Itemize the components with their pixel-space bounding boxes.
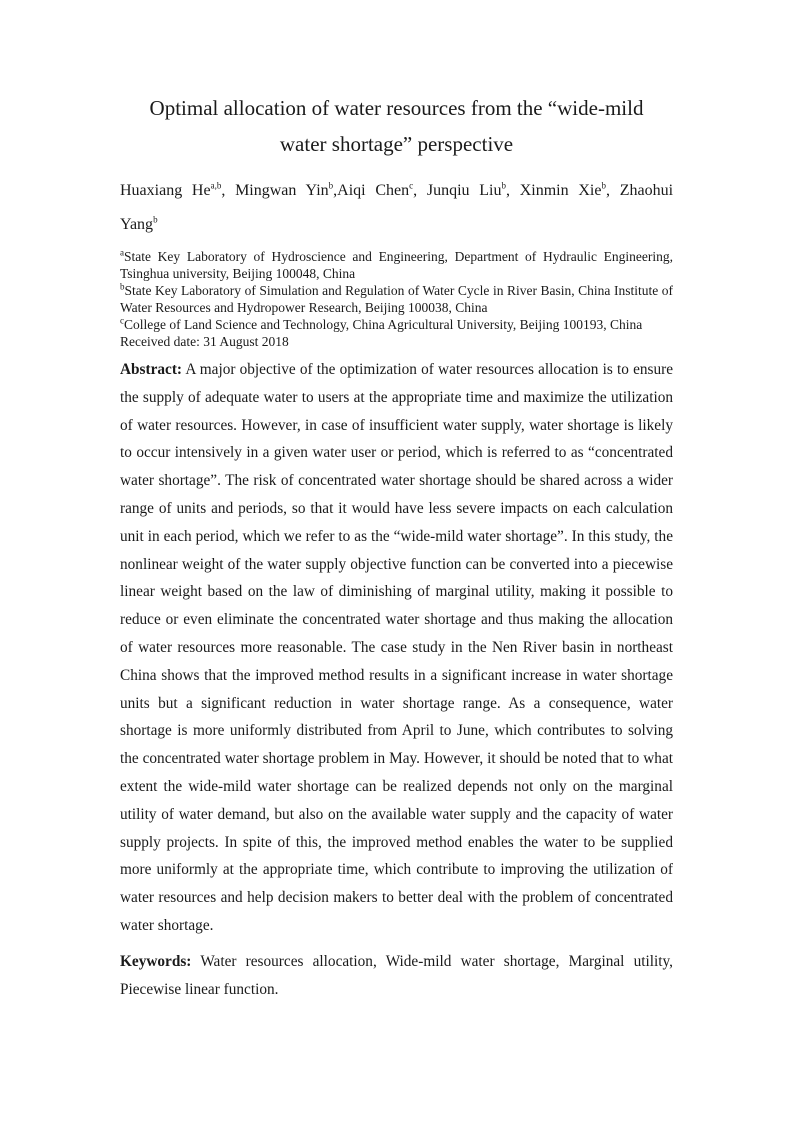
received-date: Received date: 31 August 2018 xyxy=(120,334,289,349)
affiliation-mark: a xyxy=(120,247,124,258)
affiliation: $^c$College of Land Science and Technology, China Agricultural University, Beijing 100193, China xyxy=(120,315,643,332)
author-affil-mark: b xyxy=(153,214,158,225)
paper-page xyxy=(120,90,673,1004)
author-list xyxy=(120,174,673,242)
author: Aiqi Chen$^c$, xyxy=(337,180,427,199)
affiliation: $^b$State Key Laboratory of Simulation and Regulation of Water Cycle in River Basin, China Institute of Water Resources and Hydropower Research, Beijing 100038, China xyxy=(120,281,673,315)
affiliation: $^a$State Key Laboratory of Hydroscience and Engineering, Department of Hydraulic Engineering, Tsinghua university, Beijing 100048, China xyxy=(120,247,673,281)
author-affil-mark: b xyxy=(601,180,606,191)
author: Junqiu Liu$^b$, xyxy=(426,180,520,199)
abstract xyxy=(120,356,673,940)
author: Zhaohui Yang$^b$ xyxy=(120,182,674,233)
author-affil-mark: a,b xyxy=(210,180,222,191)
affiliation-mark: c xyxy=(120,315,124,326)
author: Xinmin Xie$^b$, xyxy=(519,180,620,199)
author: Mingwan Yin$^b$, xyxy=(235,180,338,199)
author-affil-mark: b xyxy=(501,180,506,191)
abstract-label: Abstract: xyxy=(120,361,183,378)
keywords-text: Water resources allocation, Wide-mild water shortage, Marginal utility, Piecewise linear function. xyxy=(120,952,673,998)
affiliations xyxy=(120,248,673,350)
keywords xyxy=(120,948,673,1004)
author-affil-mark: b xyxy=(328,180,334,191)
author: Huaxiang He$^{a,b}$, xyxy=(120,180,236,199)
author-affil-mark: c xyxy=(409,180,414,191)
abstract-text: A major objective of the optimization of water resources allocation is to ensure the supply of adequate water to users at the appropriate time and maximize the utilization of water resources. However, in case of insufficient water supply, water shortage is likely to occur intensively in a given water user or period, which is referred to as “concentrated water shortage”. The risk of concentrated water shortage should be shared across a wider range of units and periods, so that it would have less severe impacts on each calculation unit in each period, which we refer to as the “wide-mild water shortage”. In this study, the nonlinear weight of the water supply objective function can be converted into a piecewise linear weight based on the law of diminishing of marginal utility, making it possible to reduce or even eliminate the concentrated water shortage and thus making the allocation of water resources more reasonable. The case study in the Nen River basin in northeast China shows that the improved method results in a significant increase in water shortage units but a significant reduction in water shortage range. As a consequence, water shortage is more uniformly distributed from April to June, which contributes to solving the concentrated water shortage problem in May. However, it should be noted that to what extent the wide-mild water shortage can be realized depends not only on the marginal utility of water demand, but also on the available water supply and the capacity of water supply projects. In spite of this, the improved method enables the water to be supplied more uniformly at the appropriate time, which contribute to improving the utilization of water resources and help decision makers to better deal with the problem of concentrated water shortage. xyxy=(120,361,673,934)
paper-title: Optimal allocation of water resources from the “wide-mild water shortage” perspective xyxy=(149,96,644,156)
affiliation-mark: b xyxy=(120,281,125,292)
keywords-label: Keywords: xyxy=(120,952,192,970)
